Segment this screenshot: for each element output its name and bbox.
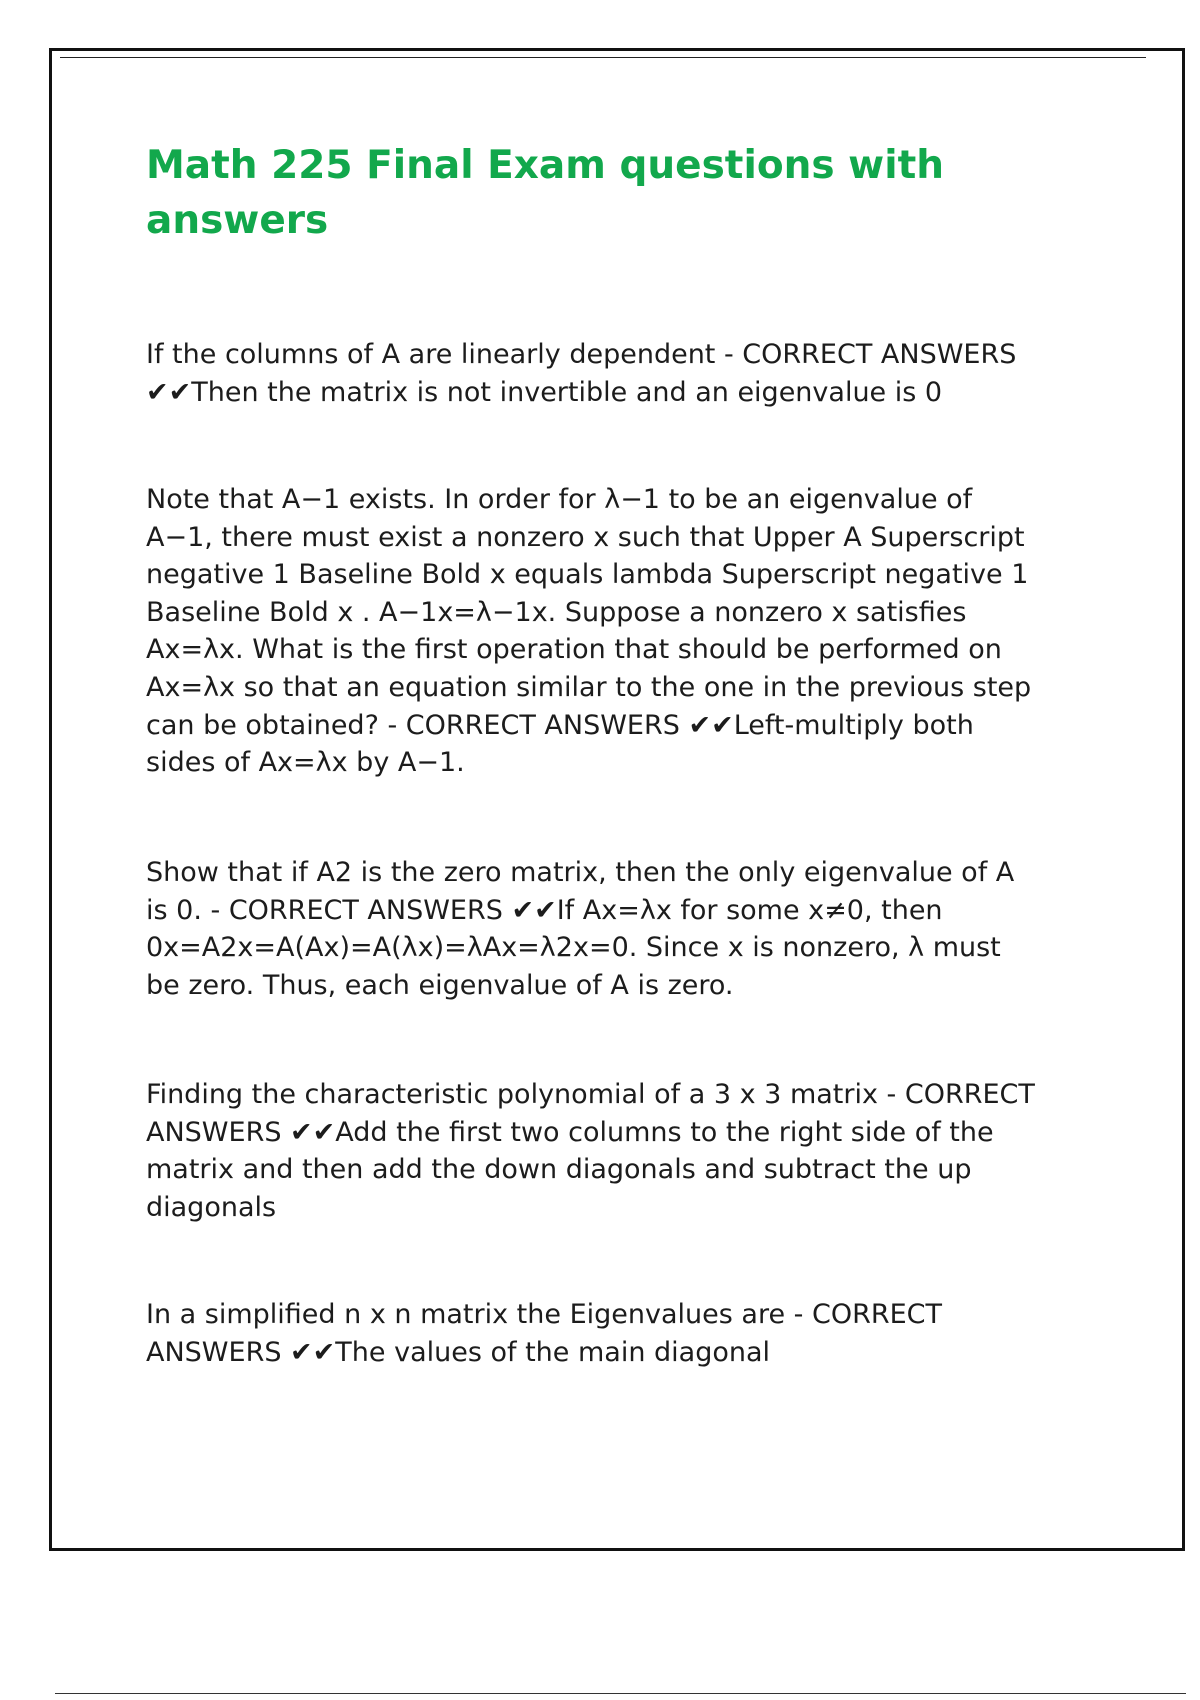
top-rule xyxy=(60,57,1146,58)
qa-entry-characteristic-polynomial: Finding the characteristic polynomial of a 3 x 3 matrix - CORRECT ANSWERS ✔✔Add the first two columns to the right side of the matrix and then add the down diagonals and subtract the up diagonals xyxy=(146,1079,1035,1223)
qa-entry-linear-dependence: If the columns of A are linearly dependent - CORRECT ANSWERS ✔✔Then the matrix is not invertible and an eigenvalue is 0 xyxy=(146,339,1017,408)
document-title: Math 225 Final Exam questions with answers xyxy=(146,143,944,243)
qa-entry-simplified-matrix: In a simplified n x n matrix the Eigenvalues are - CORRECT ANSWERS ✔✔The values of the main diagonal xyxy=(146,1299,942,1368)
bottom-rule xyxy=(55,1693,1186,1694)
qa-entry-zero-matrix: Show that if A2 is the zero matrix, then the only eigenvalue of A is 0. - CORRECT ANSWERS ✔✔If Ax=λx for some x≠0, then 0x=A2x=A(Ax)=A(λx)=λAx=λ2x=0. Since x is nonzero, λ must be zero. Thus, each eigenvalue of A is zero. xyxy=(146,857,1015,1001)
qa-entry-inverse-eigenvalue: Note that A−1 exists. In order for λ−1 to be an eigenvalue of A−1, there must exist a nonzero x such that Upper A Superscript negative 1 Baseline Bold x equals lambda Superscript negative 1 Baseline Bold x . A−1x=λ−1x. Suppose a nonzero x satisfies Ax=λx. What is the first operation that should be performed on Ax=λx so that an equation similar to the one in the previous step can be obtained? - CORRECT ANSWERS ✔✔Left-multiply both sides of Ax=λx by A−1. xyxy=(146,484,1032,779)
